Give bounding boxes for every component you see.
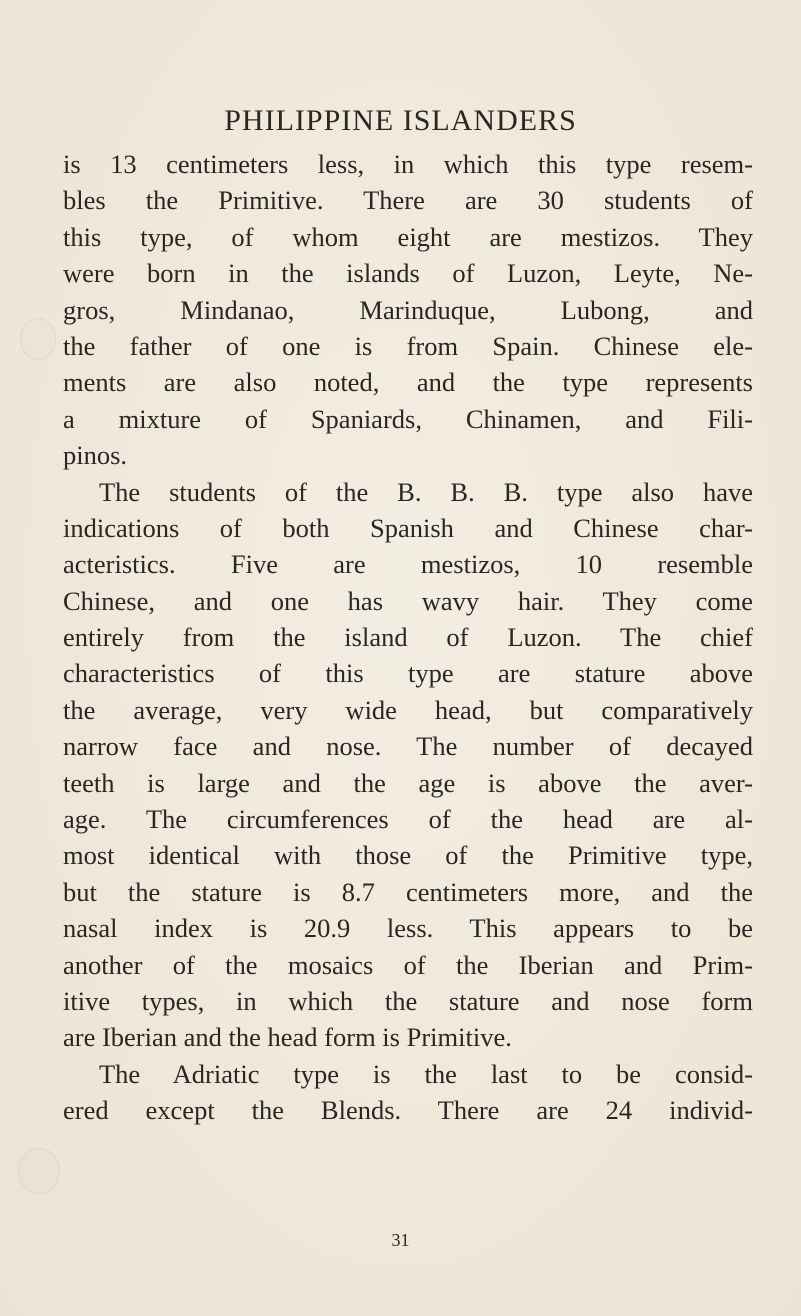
- body-text: [63, 146, 753, 1129]
- text-line: teeth is large and the age is above the aver-: [63, 767, 753, 798]
- text-line: indications of both Spanish and Chinese char-: [63, 512, 753, 543]
- text-line: characteristics of this type are stature above: [63, 658, 753, 689]
- text-line: another of the mosaics of the Iberian and Prim-: [63, 949, 753, 980]
- text-line: but the stature is 8.7 centimeters more, and the: [63, 876, 753, 907]
- text-line: pinos.: [63, 440, 128, 471]
- text-line: bles the Primitive. There are 30 students of: [63, 185, 753, 216]
- paragraph-first-line: The Adriatic type is the last to be consid-: [99, 1058, 753, 1089]
- page-number: 31: [391, 1230, 410, 1250]
- binding-hole-mark: [18, 1148, 60, 1194]
- running-title: PHILIPPINE ISLANDERS: [224, 104, 577, 137]
- text-line: age. The circumferences of the head are al-: [63, 804, 753, 835]
- text-line: most identical with those of the Primitive type,: [63, 840, 753, 871]
- text-line: were born in the islands of Luzon, Leyte, Ne-: [63, 258, 753, 289]
- text-line: are Iberian and the head form is Primitive.: [63, 1022, 512, 1053]
- text-line: this type, of whom eight are mestizos. They: [63, 221, 753, 252]
- text-line: Chinese, and one has wavy hair. They come: [63, 585, 753, 616]
- text-line: narrow face and nose. The number of decayed: [63, 731, 753, 762]
- text-line: nasal index is 20.9 less. This appears to be: [63, 913, 753, 944]
- text-line: acteristics. Five are mestizos, 10 resemble: [63, 549, 753, 580]
- text-line: a mixture of Spaniards, Chinamen, and Fili-: [63, 403, 753, 434]
- text-line: ments are also noted, and the type represents: [63, 367, 753, 398]
- text-line: gros, Mindanao, Marinduque, Lubong, and: [63, 294, 753, 325]
- text-line: itive types, in which the stature and nose form: [63, 985, 753, 1016]
- text-line: the average, very wide head, but comparatively: [63, 694, 753, 725]
- text-line: is 13 centimeters less, in which this type resem-: [63, 149, 753, 179]
- text-line: the father of one is from Spain. Chinese ele-: [63, 330, 753, 361]
- paragraph-first-line: The students of the B. B. B. type also have: [99, 476, 753, 507]
- text-line: entirely from the island of Luzon. The chief: [63, 622, 753, 653]
- binding-hole-mark: [20, 318, 56, 360]
- text-line: ered except the Blends. There are 24 individ-: [63, 1095, 753, 1126]
